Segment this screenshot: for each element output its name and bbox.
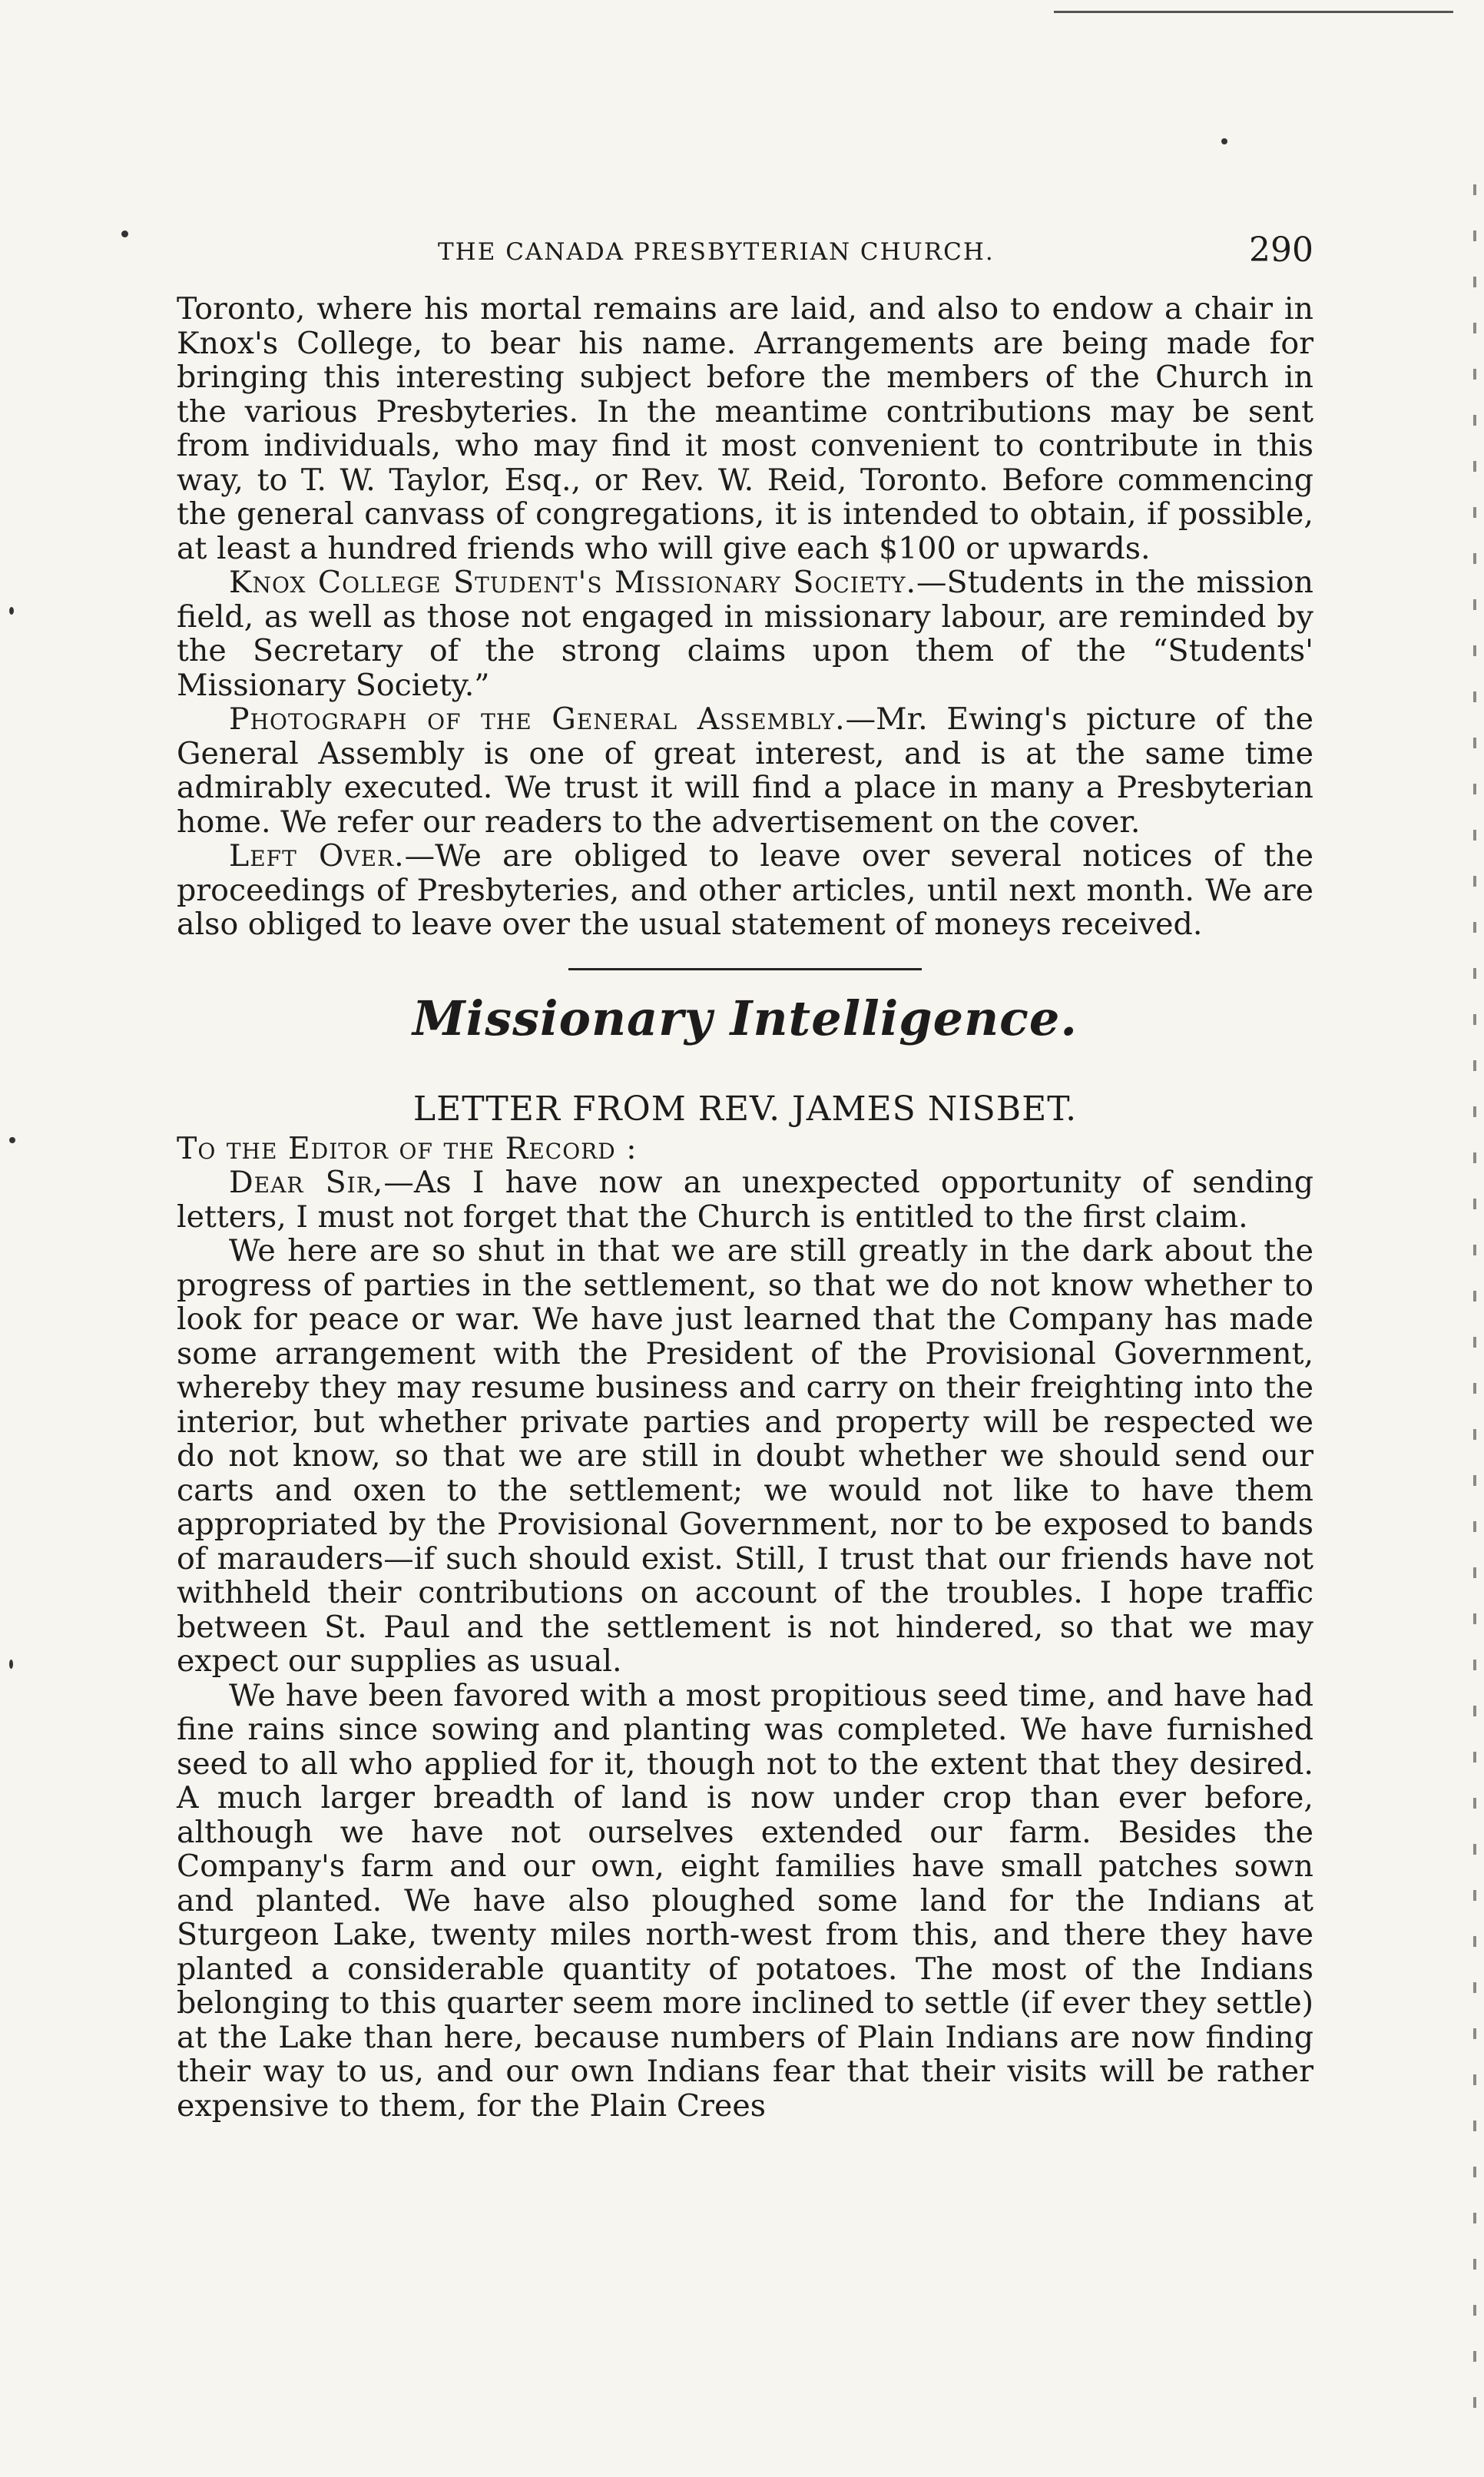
notices-block xyxy=(177,292,1313,942)
paragraph xyxy=(177,1166,1313,1234)
scan-top-rule xyxy=(1054,11,1453,13)
page xyxy=(177,230,1313,2123)
paragraph xyxy=(177,292,1313,565)
paragraph xyxy=(177,565,1313,702)
paragraph-text: —Mr. Ewing's picture of the General Assembly is one of great interest, and is at the same time admirably executed. We trust it will find a place in many a Presbyterian home. We refer our readers to the advertisement on the cover. xyxy=(177,701,1313,840)
section-title: Missionary Intelligence. xyxy=(412,990,1078,1046)
paragraph xyxy=(177,839,1313,942)
scan-speck xyxy=(9,607,14,615)
scan-speck xyxy=(9,1137,15,1143)
article-title: LETTER FROM REV. JAMES NISBET. xyxy=(412,1089,1078,1129)
section-divider xyxy=(568,968,922,970)
salutation: To the Editor of the Record : xyxy=(177,1130,638,1166)
paragraph-lead: Dear Sir, xyxy=(229,1165,384,1200)
paragraph-text: —As I have now an unexpected opportunity of sending letters, I must not forget that the Church is entitled to the first claim. xyxy=(177,1165,1313,1235)
scan-speck xyxy=(121,230,128,237)
paragraph-text: —We are obliged to leave over several notices of the proceedings of Presbyteries, and other articles, until next month. We are also obliged to leave over the usual statement of moneys received. xyxy=(177,838,1313,942)
paragraph-lead: Knox College Student's Missionary Society. xyxy=(229,565,917,600)
scan-speck xyxy=(1221,138,1227,144)
paragraph-lead: Photograph of the General Assembly. xyxy=(229,701,846,737)
paragraph-text: —Students in the mission field, as well as those not engaged in missionary labour, are reminded by the Secretary of the strong claims upon them of the “Students' Missionary Society.” xyxy=(177,565,1313,703)
paragraph-text: We have been favored with a most propitious seed time, and have had fine rains since sowing and planting was completed. We have furnished seed to all who applied for it, though not to the extent that they desired. A much larger breadth of land is now under crop than ever before, although we have not ourselves extended our farm. Besides the Company's farm and our own, eight families have small patches sown and planted. We have also ploughed some land for the Indians at Sturgeon Lake, twenty miles north-west from this, and there they have planted a considerable quantity of potatoes. The most of the Indians belonging to this quarter seem more inclined to settle (if ever they settle) at the Lake than here, because numbers of Plain Indians are now finding their way to us, and our own Indians fear that their visits will be rather expensive to them, for the Plain Crees xyxy=(177,1677,1313,2124)
scan-speck xyxy=(9,1660,13,1669)
paragraph xyxy=(177,1679,1313,2124)
page-number: 290 xyxy=(1249,230,1313,270)
paragraph-text: Toronto, where his mortal remains are laid, and also to endow a chair in Knox's College, to bear his name. Arrangements are being made for bringing this interesting subject before the members of the Church in the various Presbyteries. In the meantime contributions may be sent from individuals, who may find it most convenient to contribute in this way, to T. W. Taylor, Esq., or Rev. W. Reid, Toronto. Before commencing the general canvass of congregations, it is intended to obtain, if possible, at least a hundred friends who will give each $100 or upwards. xyxy=(177,291,1313,566)
letter-body xyxy=(177,1166,1313,2123)
paragraph xyxy=(177,702,1313,839)
running-title: THE CANADA PRESBYTERIAN CHURCH. xyxy=(438,238,995,266)
paragraph-lead: Left Over. xyxy=(229,838,405,874)
paragraph-text: We here are so shut in that we are still greatly in the dark about the progress of parties in the settlement, so that we do not know whether to look for peace or war. We have just learned that the Company has made some arrangement with the President of the Provisional Government, whereby they may resume business and carry on their freighting into the interior, but whether private parties and property will be respected we do not know, so that we are still in doubt whether we should send our carts and oxen to the settlement; we would not like to have them appropriated by the Provisional Government, nor to be exposed to bands of marauders—if such should exist. Still, I trust that our friends have not withheld their contributions on account of the troubles. I hope traffic between St. Paul and the settlement is not hindered, so that we may expect our supplies as usual. xyxy=(177,1233,1313,1679)
scan-binding-edge xyxy=(1473,184,1476,2412)
page-header xyxy=(177,230,1313,292)
paragraph xyxy=(177,1234,1313,1679)
